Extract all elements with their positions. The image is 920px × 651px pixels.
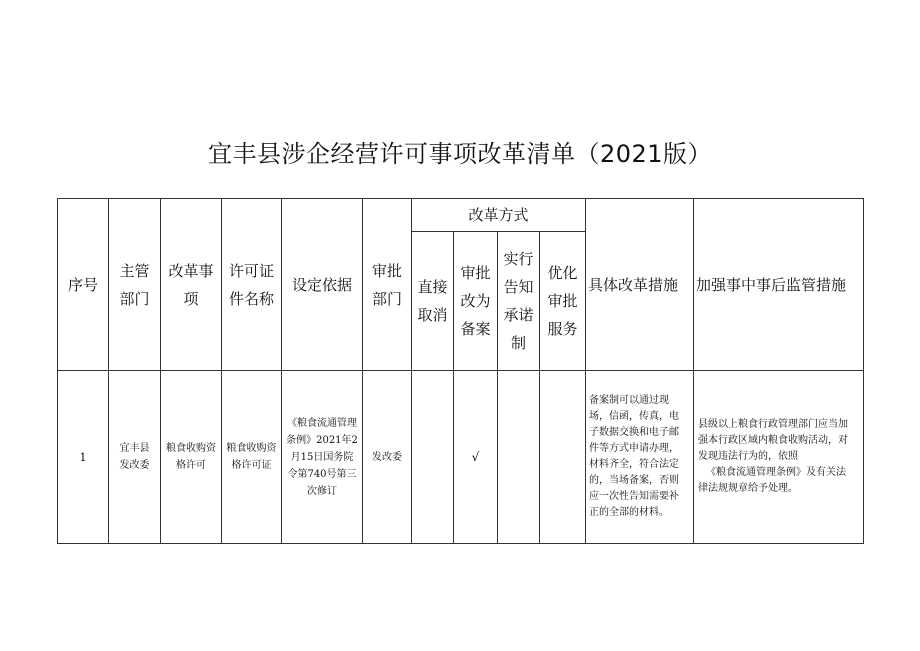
check-mark: √ bbox=[471, 450, 480, 464]
header-basis: 设定依据 bbox=[282, 199, 363, 371]
cell-direct-cancel bbox=[412, 371, 454, 544]
header-dept: 主管 部门 bbox=[109, 199, 161, 371]
cell-approval-dept: 发改委 bbox=[363, 371, 412, 544]
header-notify-promise: 实行 告知 承诺 制 bbox=[498, 232, 540, 371]
cell-license-name: 粮食收购资 格许可证 bbox=[222, 371, 282, 544]
header-supervision: 加强事中事后监管措施 bbox=[694, 199, 864, 371]
cell-change-to-record bbox=[454, 371, 498, 544]
cell-supervision: 县级以上粮食行政管理部门应当加 强本行政区域内粮食收购活动，对 发现违法行为的，依照 《粮食流通管理条例》及有关法 律法规规章给予处理。 bbox=[694, 371, 864, 544]
header-seq: 序号 bbox=[58, 199, 109, 371]
cell-optimize-service bbox=[540, 371, 586, 544]
header-license-name: 许可证 件名称 bbox=[222, 199, 282, 371]
cell-dept: 宜丰县 发改委 bbox=[109, 371, 161, 544]
table-row bbox=[58, 371, 864, 544]
header-approval-dept: 审批 部门 bbox=[363, 199, 412, 371]
reform-table bbox=[57, 198, 864, 544]
header-change-to-record: 审批 改为 备案 bbox=[454, 232, 498, 371]
header-reform-mode: 改革方式 bbox=[412, 199, 586, 232]
header-reform-item: 改革事 项 bbox=[161, 199, 222, 371]
cell-seq: 1 bbox=[58, 371, 109, 544]
cell-basis: 《粮食流通管理 条例》2021年2 月15日国务院 令第740号第三 次修订 bbox=[282, 371, 363, 544]
header-measures: 具体改革措施 bbox=[586, 199, 694, 371]
cell-reform-item: 粮食收购资 格许可 bbox=[161, 371, 222, 544]
cell-notify-promise bbox=[498, 371, 540, 544]
header-optimize-service: 优化 审批 服务 bbox=[540, 232, 586, 371]
header-direct-cancel: 直接 取消 bbox=[412, 232, 454, 371]
page-title: 宜丰县涉企经营许可事项改革清单（2021版） bbox=[207, 140, 713, 168]
cell-measures: 备案制可以通过现 场，信函，传真，电 子数据交换和电子邮 件等方式申请办理， 材料齐全，符合法定 的，当场备案，否则 应一次性告知需要补 正的全部的材料。 bbox=[586, 371, 694, 544]
